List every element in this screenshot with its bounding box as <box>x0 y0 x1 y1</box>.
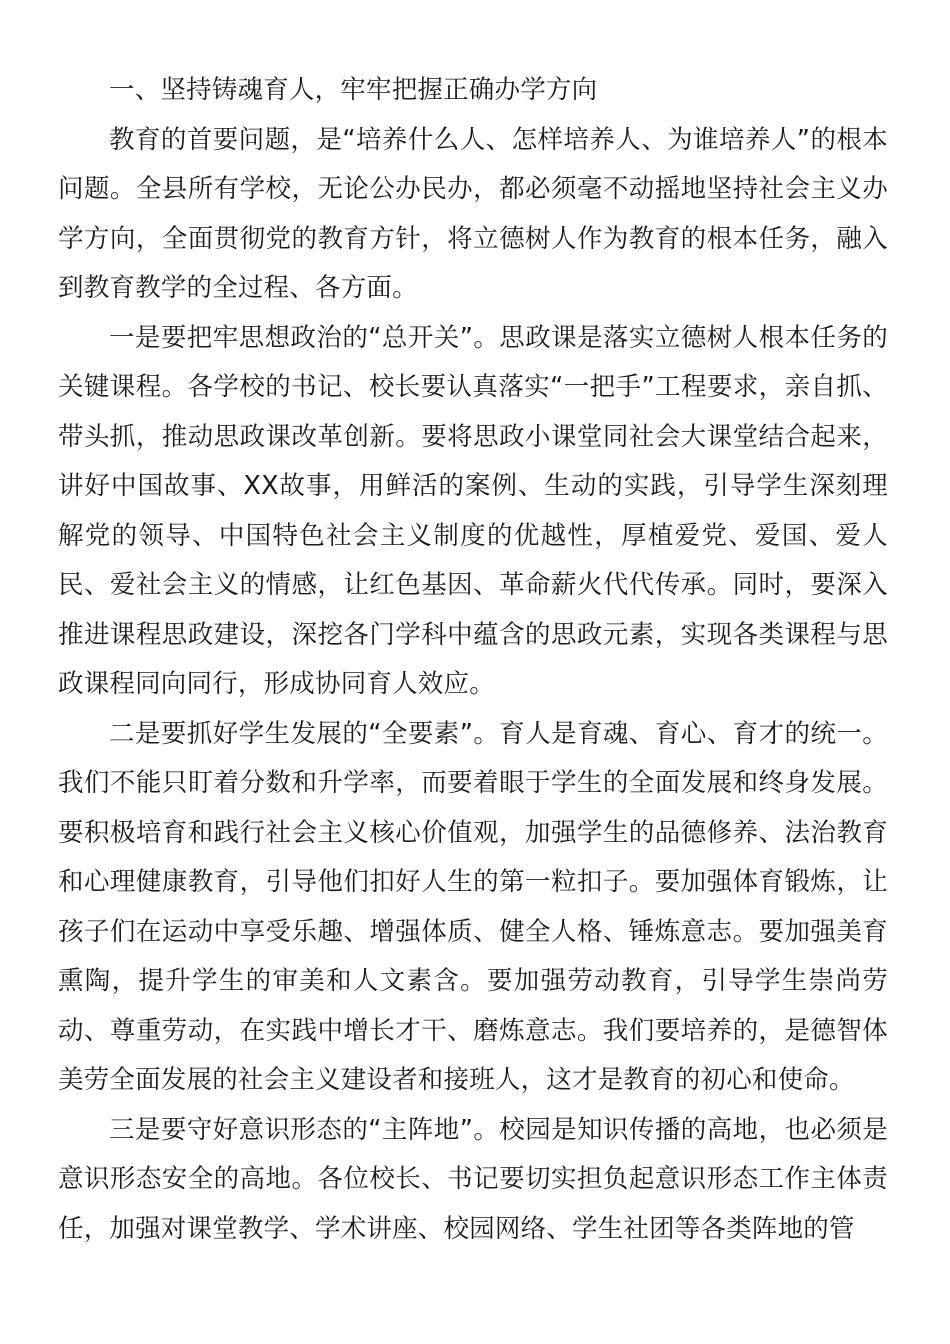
section-heading: 一、坚持铸魂育人，牢牢把握正确办学方向 <box>109 75 598 105</box>
paragraph-point-two: 二是要抓好学生发展的“全要素”。育人是育魂、育心、育才的统一。我们不能只盯着分数和升学率，而要着眼于学生的全面发展和终身发展。要积极培育和践行社会主义核心价值观，加强学生的品德修养、法治教育和心理健康教育，引导他们扣好人生的第一粒扣子。要加强体育锻炼，让孩子们在运动中享受乐趣、增强体质、健全人格、锤炼意志。要加强美育熏陶，提升学生的审美和人文素含。要加强劳动教育，引导学生崇尚劳动、尊重劳动，在实践中增长才干、磨炼意志。我们要培养的，是德智体美劳全面发展的社会主义建设者和接班人，这才是教育的初心和使命。 <box>58 718 888 1095</box>
paragraph-point-three: 三是要守好意识形态的“主阵地”。校园是知识传播的高地，也必须是意识形态安全的高地。各位校长、书记要切实担负起意识形态工作主体责任，加强对课堂教学、学术讲座、校园网络、学生社团等各类阵地的管 <box>58 1114 888 1244</box>
document-body <box>58 66 888 1254</box>
paragraph-point-one: 一是要把牢思想政治的“总开关”。思政课是落实立德树人根本任务的关键课程。各学校的书记、校长要认真落实“一把手”工程要求，亲自抓、带头抓，推动思政课改革创新。要将思政小课堂同社会大课堂结合起来，讲好中国故事、XX故事，用鲜活的案例、生动的实践，引导学生深刻理解党的领导、中国特色社会主义制度的优越性，厚植爱党、爱国、爱人民、爱社会主义的情感，让红色基因、革命薪火代代传承。同时，要深入推进课程思政建设，深挖各门学科中蕴含的思政元素，实现各类课程与思政课程同向同行，形成协同育人效应。 <box>58 322 888 699</box>
paragraph-intro: 教育的首要问题，是“培养什么人、怎样培养人、为谁培养人”的根本问题。全县所有学校，无论公办民办，都必须毫不动摇地坚持社会主义办学方向，全面贯彻党的教育方针，将立德树人作为教育的根本任务，融入到教育教学的全过程、各方面。 <box>58 124 888 303</box>
